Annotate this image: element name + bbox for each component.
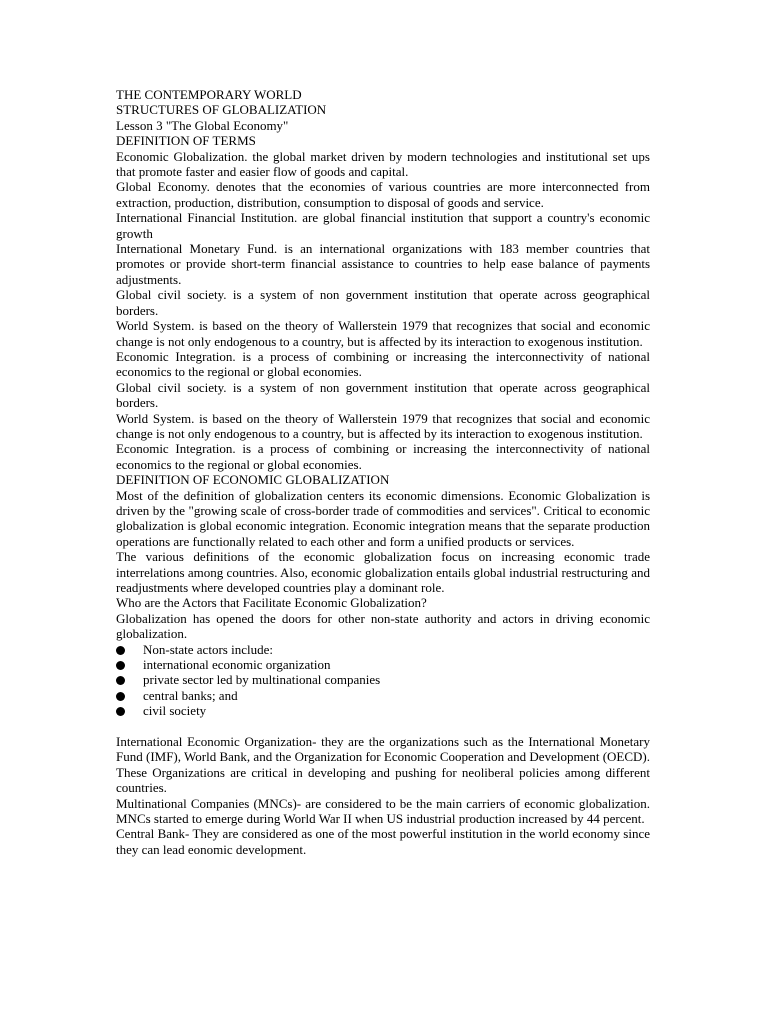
bullet-icon <box>116 661 125 670</box>
actor-central-bank: Central Bank- They are considered as one of the most powerful institution in the world economy since they can lead eonomic development. <box>116 826 650 857</box>
list-item-text: civil society <box>143 703 207 719</box>
list-item-text: international economic organization <box>143 657 331 673</box>
blank-line <box>116 719 650 734</box>
definition-global-civil-society: Global civil society. is a system of non government institution that operate across geographical borders. <box>116 287 650 318</box>
section-heading-terms: DEFINITION OF TERMS <box>116 133 256 149</box>
course-title: THE CONTEMPORARY WORLD <box>116 87 302 102</box>
actor-international-economic-organization: International Economic Organization- they are the organizations such as the International Monetary Fund (IMF), World Bank, and the Organization for Economic Cooperation and Development (OECD). These Organizations are critical in developing and pushing for neoliberal policies among different countries. <box>116 734 650 796</box>
definition-international-financial-institution: International Financial Institution. are global financial institution that support a country's economic growth <box>116 210 650 241</box>
definition-global-civil-society-repeat: Global civil society. is a system of non government institution that operate across geographical borders. <box>116 379 650 411</box>
unit-title: STRUCTURES OF GLOBALIZATION <box>116 102 327 118</box>
actors-bullet-list <box>116 642 650 719</box>
bullet-icon <box>116 646 125 655</box>
list-item-text: central banks; and <box>143 687 238 703</box>
body-paragraph-1: Most of the definition of globalization centers its economic dimensions. Economic Globalization is driven by the "growing scale of cross-border trade of commodities and services". Critical to economic globalization is global economic integration. Economic integration means that the separate production operations are functionally related to each other and form a unified products or services. <box>116 487 650 549</box>
list-item-text: private sector led by multinational companies <box>143 672 381 688</box>
document-page <box>116 87 650 857</box>
bullet-icon <box>116 707 125 716</box>
list-item-text: Non-state actors include: <box>143 641 273 657</box>
definition-economic-integration-repeat: Economic Integration. is a process of combining or increasing the interconnectivity of national economics to the regional or global economies. <box>116 441 650 472</box>
list-item <box>116 688 650 703</box>
list-item <box>116 672 650 687</box>
definition-world-system-repeat: World System. is based on the theory of Wallerstein 1979 that recognizes that social and economic change is not only endogenous to a country, but is affected by its interaction to exogenous institution. <box>116 410 650 441</box>
definition-world-system: World System. is based on the theory of Wallerstein 1979 that recognizes that social and economic change is not only endogenous to a country, but is affected by its interaction to exogenous institution. <box>116 318 650 349</box>
body-paragraph-2: The various definitions of the economic globalization focus on increasing economic trade interrelations among countries. Also, economic globalization entails global industrial restructuring and readjustments where developed countries play a dominant role. <box>116 549 650 595</box>
list-item <box>116 703 650 718</box>
list-item <box>116 657 650 672</box>
section-heading-economic-globalization: DEFINITION OF ECONOMIC GLOBALIZATION <box>116 472 390 488</box>
bullet-icon <box>116 692 125 701</box>
definition-global-economy: Global Economy. denotes that the economies of various countries are more interconnected from extraction, production, distribution, consumption to disposal of goods and service. <box>116 179 650 210</box>
definition-economic-globalization: Economic Globalization. the global market driven by modern technologies and institutional set ups that promote faster and easier flow of goods and capital. <box>116 148 650 180</box>
bullet-icon <box>116 676 125 685</box>
definition-imf: International Monetary Fund. is an international organizations with 183 member countries that promotes or provide short-term financial assistance to countries to help ease balance of payments adjustments. <box>116 241 650 287</box>
list-item <box>116 642 650 657</box>
definition-economic-integration: Economic Integration. is a process of combining or increasing the interconnectivity of national economics to the regional or global economies. <box>116 348 650 380</box>
actor-multinational-companies: Multinational Companies (MNCs)- are considered to be the main carriers of economic globalization. MNCs started to emerge during World War II when US industrial production increased by 44 percent. <box>116 795 650 827</box>
actors-question: Who are the Actors that Facilitate Economic Globalization? <box>116 595 427 611</box>
lesson-title: Lesson 3 "The Global Economy" <box>116 117 289 133</box>
body-paragraph-3: Globalization has opened the doors for other non-state authority and actors in driving economic globalization. <box>116 610 650 642</box>
